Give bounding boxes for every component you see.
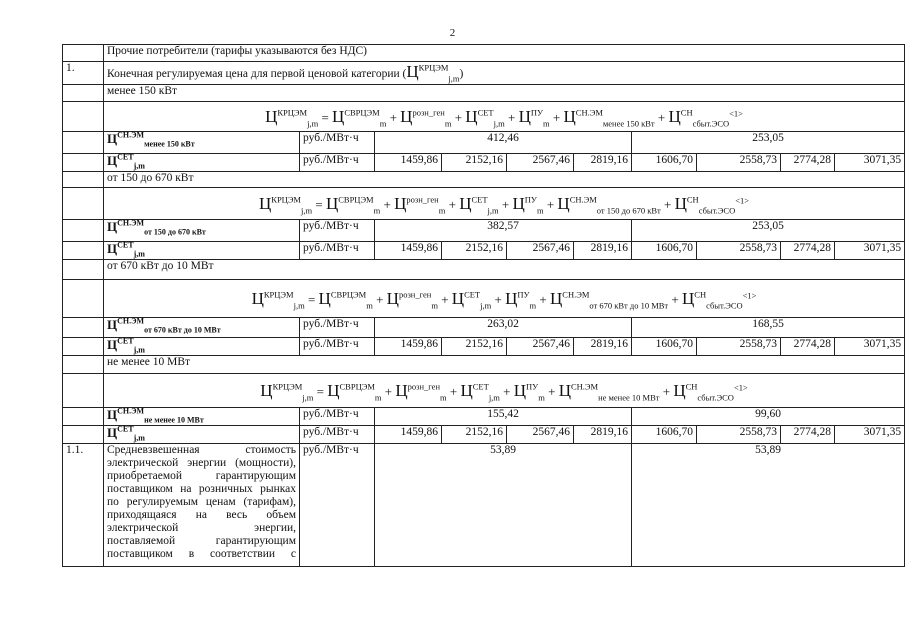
set-label — [104, 338, 300, 356]
sn-value: 382,57 — [375, 220, 632, 242]
page-number: 2 — [449, 27, 456, 39]
set-value: 2774,28 — [781, 338, 835, 356]
price-symbol: $Ц^{ПУ}_m$ — [505, 288, 537, 310]
sn-em-label — [104, 220, 300, 242]
unit-cell: руб./МВт·ч — [300, 444, 375, 567]
price-symbol: $Ц^{СВРЦЭМ}_m$ — [325, 193, 381, 215]
price-symbol: $Ц^{СВРЦЭМ}_m$ — [327, 380, 382, 402]
price-symbol: $Ц^{СН.ЭМ}_{от 150 до 670 кВт}$ — [557, 193, 661, 215]
price-symbol: $Ц^{КРЦЭМ}_{j,m}$ — [260, 380, 314, 402]
description-line: поставщиком в соответствии с — [107, 548, 296, 560]
set-value: 2567,46 — [507, 338, 574, 356]
unit-cell: руб./МВт·ч — [300, 154, 375, 172]
sn-value: 99,60 — [632, 408, 905, 426]
set-value: 2558,73 — [697, 154, 781, 172]
sn-value: 168,55 — [632, 318, 905, 338]
set-value: 3071,35 — [835, 426, 905, 444]
weighted-value: 53,89 — [632, 444, 905, 567]
set-value: 2819,16 — [574, 338, 632, 356]
set-value: 2152,16 — [442, 154, 507, 172]
price-symbol: $Ц^{КРЦЭМ}_{j,m}$ — [265, 106, 319, 128]
set-value: 2152,16 — [442, 338, 507, 356]
price-symbol: $Ц^{СЕТ}_{j,m}$ — [107, 241, 145, 259]
item-description — [104, 444, 300, 567]
set-value: 2558,73 — [697, 338, 781, 356]
description-line: поставляемой гарантирующим — [107, 535, 296, 547]
unit-cell: руб./МВт·ч — [300, 242, 375, 260]
price-symbol: $Ц^{СЕТ}_{j,m}$ — [107, 153, 145, 171]
set-value: 3071,35 — [835, 242, 905, 260]
item-title: Конечная регулируемая цена для первой ценовой категории $(Ц^{КРЦЭМ}_{j,m})$ — [104, 62, 905, 85]
set-value: 2819,16 — [574, 154, 632, 172]
price-symbol: $Ц^{розн\_ген}_m$ — [400, 106, 452, 128]
price-symbol: $Ц^{КРЦЭМ}_{j,m}$ — [251, 288, 305, 310]
description-line: приобретаемой гарантирующим — [107, 470, 296, 482]
price-formula: $Ц^{КРЦЭМ}_{j,m} = Ц^{СВРЦЭМ}_m + Ц^{розн\_ген}_m + Ц^{СЕТ}_{j,m} + Ц^{ПУ}_m + Ц^{СН.ЭМ}_{от 150 до 670 кВт} + Ц^{СН}_{сбыт.ЭСО}^{<1>}$ — [104, 188, 905, 220]
set-label — [104, 242, 300, 260]
price-symbol: $Ц^{розн\_ген}_m$ — [394, 193, 446, 215]
set-value: 2567,46 — [507, 242, 574, 260]
description-line: электрической энергии, — [107, 522, 296, 534]
price-symbol: $Ц^{СЕТ}_{j,m}$ — [459, 193, 499, 215]
price-symbol: $Ц^{СЕТ}_{j,m}$ — [465, 106, 505, 128]
set-value: 2558,73 — [697, 426, 781, 444]
group-label: менее 150 кВт — [104, 85, 905, 102]
price-formula: $Ц^{КРЦЭМ}_{j,m} = Ц^{СВРЦЭМ}_m + Ц^{розн\_ген}_m + Ц^{СЕТ}_{j,m} + Ц^{ПУ}_m + Ц^{СН.ЭМ}_{от 670 кВт до 10 МВт} + Ц^{СН}_{сбыт.ЭСО}^{<1>}$ — [104, 280, 905, 318]
set-value: 1606,70 — [632, 338, 697, 356]
unit-cell: руб./МВт·ч — [300, 408, 375, 426]
unit-cell: руб./МВт·ч — [300, 318, 375, 338]
price-symbol: $Ц^{СН.ЭМ}_{от 150 до 670 кВт}$ — [107, 219, 206, 237]
description-line: по регулируемым ценам (тарифам), — [107, 496, 296, 508]
price-symbol: $Ц^{СН}_{сбыт.ЭСО}$ — [668, 106, 730, 128]
table-body — [63, 45, 905, 567]
group-label: не менее 10 МВт — [104, 356, 905, 374]
price-symbol: $Ц^{СЕТ}_{j,m}$ — [107, 337, 145, 355]
price-symbol: $Ц^{СН.ЭМ}_{не менее 10 МВт}$ — [558, 380, 660, 402]
unit-cell: руб./МВт·ч — [300, 220, 375, 242]
price-symbol: $Ц^{СН}_{сбыт.ЭСО}$ — [674, 193, 736, 215]
price-symbol: $Ц^{розн\_ген}_m$ — [395, 380, 447, 402]
set-value: 2819,16 — [574, 426, 632, 444]
price-symbol: $Ц^{ПУ}_m$ — [518, 106, 550, 128]
sn-value: 155,42 — [375, 408, 632, 426]
sn-em-label — [104, 408, 300, 426]
price-symbol: $Ц^{КРЦЭМ}_{j,m}$ — [259, 193, 313, 215]
price-symbol: $Ц^{СН.ЭМ}_{не менее 10 МВт}$ — [107, 407, 204, 425]
price-symbol: $Ц^{СЕТ}_{j,m}$ — [107, 425, 145, 443]
set-value: 1606,70 — [632, 154, 697, 172]
section-title: Прочие потребители (тарифы указываются без НДС) — [104, 45, 905, 62]
sn-value: 253,05 — [632, 132, 905, 154]
set-value: 2819,16 — [574, 242, 632, 260]
sn-value: 263,02 — [375, 318, 632, 338]
set-value: 2774,28 — [781, 426, 835, 444]
tariff-table — [62, 44, 905, 567]
set-value: 2152,16 — [442, 242, 507, 260]
price-symbol: $Ц^{ПУ}_m$ — [513, 380, 545, 402]
set-value: 1606,70 — [632, 242, 697, 260]
price-symbol: $Ц^{СН.ЭМ}_{менее 150 кВт}$ — [107, 131, 195, 149]
price-symbol: $Ц^{СН.ЭМ}_{от 670 кВт до 10 МВт}$ — [107, 317, 221, 335]
sn-em-label — [104, 318, 300, 338]
set-value: 3071,35 — [835, 338, 905, 356]
set-value: 2774,28 — [781, 242, 835, 260]
item-number: 1.1. — [63, 444, 104, 567]
group-label: от 670 кВт до 10 МВт — [104, 260, 905, 280]
set-label — [104, 426, 300, 444]
group-label: от 150 до 670 кВт — [104, 172, 905, 188]
weighted-value: 53,89 — [375, 444, 632, 567]
sn-em-label — [104, 132, 300, 154]
unit-cell: руб./МВт·ч — [300, 338, 375, 356]
set-value: 2558,73 — [697, 242, 781, 260]
set-value: 2567,46 — [507, 154, 574, 172]
set-value: 2774,28 — [781, 154, 835, 172]
set-value: 1459,86 — [375, 338, 442, 356]
set-value: 2567,46 — [507, 426, 574, 444]
set-value: 1459,86 — [375, 426, 442, 444]
description-line: приходящаяся на весь объем — [107, 509, 296, 521]
item-number: 1. — [63, 62, 104, 85]
price-symbol: $Ц^{СВРЦЭМ}_m$ — [318, 288, 373, 310]
price-symbol: $Ц^{СН.ЭМ}_{от 670 кВт до 10 МВт}$ — [550, 288, 669, 310]
unit-cell: руб./МВт·ч — [300, 426, 375, 444]
unit-cell: руб./МВт·ч — [300, 132, 375, 154]
description-line: электрической энергии (мощности), — [107, 457, 296, 469]
description-line: Средневзвешенная стоимость — [107, 444, 296, 456]
price-symbol: $Ц^{СН}_{сбыт.ЭСО}$ — [682, 288, 743, 310]
price-symbol: $Ц^{КРЦЭМ}_{j,m}$ — [406, 62, 460, 84]
price-formula: $Ц^{КРЦЭМ}_{j,m} = Ц^{СВРЦЭМ}_m + Ц^{розн\_ген}_m + Ц^{СЕТ}_{j,m} + Ц^{ПУ}_m + Ц^{СН.ЭМ}_{менее 150 кВт} + Ц^{СН}_{сбыт.ЭСО}^{<1>}$ — [104, 102, 905, 132]
price-symbol: $Ц^{СН}_{сбыт.ЭСО}$ — [673, 380, 734, 402]
price-symbol: $Ц^{розн\_ген}_m$ — [386, 288, 438, 310]
price-symbol: $Ц^{СЕТ}_{j,m}$ — [451, 288, 492, 310]
set-label — [104, 154, 300, 172]
price-symbol: $Ц^{СВРЦЭМ}_m$ — [332, 106, 387, 128]
price-symbol: $Ц^{СН.ЭМ}_{менее 150 кВт}$ — [563, 106, 655, 128]
set-value: 3071,35 — [835, 154, 905, 172]
sn-value: 412,46 — [375, 132, 632, 154]
price-symbol: $Ц^{ПУ}_m$ — [512, 193, 544, 215]
set-value: 1459,86 — [375, 154, 442, 172]
set-value: 2152,16 — [442, 426, 507, 444]
set-value: 1606,70 — [632, 426, 697, 444]
set-value: 1459,86 — [375, 242, 442, 260]
description-line: поставщиком на розничных рынках — [107, 483, 296, 495]
price-symbol: $Ц^{СЕТ}_{j,m}$ — [460, 380, 500, 402]
price-formula: $Ц^{КРЦЭМ}_{j,m} = Ц^{СВРЦЭМ}_m + Ц^{розн\_ген}_m + Ц^{СЕТ}_{j,m} + Ц^{ПУ}_m + Ц^{СН.ЭМ}_{не менее 10 МВт} + Ц^{СН}_{сбыт.ЭСО}^{<1>}$ — [104, 374, 905, 408]
sn-value: 253,05 — [632, 220, 905, 242]
